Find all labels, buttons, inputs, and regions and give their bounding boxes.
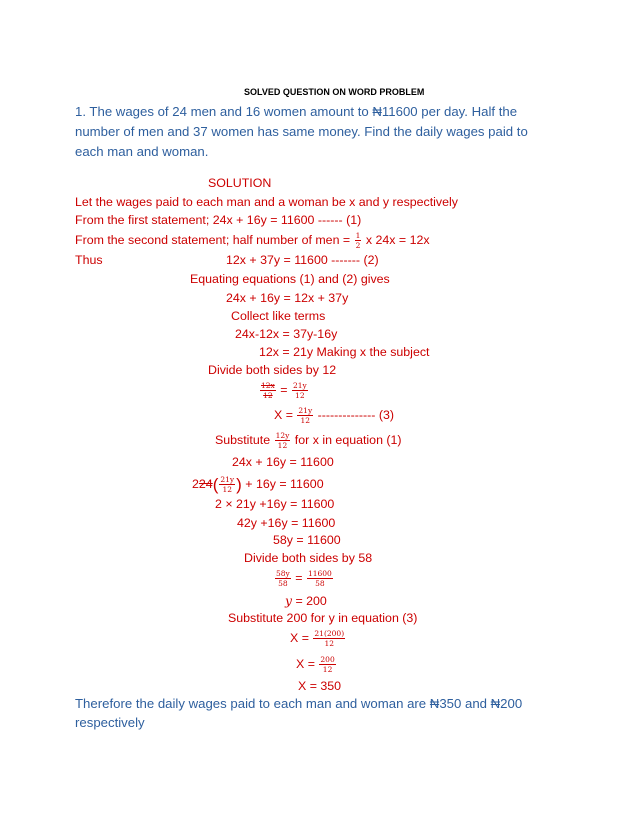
x-equals: X = — [290, 630, 309, 645]
step-12x-equals-21y: 12x = 21y Making x the subject — [259, 345, 430, 359]
fraction-denominator: 12 — [295, 391, 305, 400]
fraction-numerator: 200 — [320, 655, 335, 664]
open-paren: ( — [212, 475, 219, 494]
step-y-result — [285, 593, 327, 609]
variable-y: y — [285, 593, 292, 608]
step-divided-fractions — [259, 381, 309, 400]
fraction-12x-over-12 — [260, 381, 276, 400]
step-combined-equation: 24x + 16y = 12x + 37y — [226, 291, 349, 305]
fraction-half — [355, 231, 362, 250]
substituted-tail: + 16y = 11600 — [245, 476, 324, 491]
equals-sign: = — [295, 570, 303, 585]
conclusion-line-1: Therefore the daily wages paid to each man and woman are ₦350 and ₦200 — [75, 696, 523, 711]
step-equation-3 — [274, 406, 394, 425]
step-substitute-200: Substitute 200 for y in equation (3) — [228, 611, 418, 625]
fraction-denominator: 12 — [300, 416, 311, 425]
step-divide-by-12: Divide both sides by 12 — [208, 363, 337, 377]
step-grouped-terms: 24x-12x = 37y-16y — [235, 327, 338, 341]
fraction-denominator: 58 — [315, 579, 325, 588]
question-line-1: 1. The wages of 24 men and 16 women amount to ₦11600 per day. Half the — [75, 104, 518, 119]
fraction-11600-over-58 — [307, 569, 333, 588]
substitute-target: for x in equation (1) — [294, 432, 402, 447]
step-collect-like-terms: Collect like terms — [231, 309, 326, 323]
fraction-21y-over-12 — [219, 475, 235, 494]
question-line-2: number of men and 37 women has same money. Find the daily wages paid to — [75, 124, 528, 139]
step-thus-label: Thus — [75, 253, 103, 267]
step-divided-by-58 — [274, 569, 334, 588]
fraction-denominator: 2 — [355, 241, 361, 250]
cancelled-24: 24 — [198, 476, 213, 491]
step-substituted — [192, 475, 324, 494]
step-equating: Equating equations (1) and (2) gives — [190, 272, 390, 286]
solution-heading: SOLUTION — [208, 176, 272, 190]
fraction-numerator: 21(200) — [314, 629, 345, 638]
fraction-denominator: 12 — [222, 485, 233, 494]
equation-3-label: -------------- (3) — [317, 407, 394, 422]
fraction-denominator: 12 — [324, 639, 335, 648]
substitute-label: Substitute — [215, 432, 271, 447]
fraction-21-200-over-12 — [313, 629, 345, 648]
fraction-numerator: 11600 — [307, 569, 332, 578]
step-second-statement — [75, 231, 430, 250]
fraction-denominator: 12 — [277, 441, 288, 450]
step-substitute-x — [215, 431, 402, 450]
step-x-result: X = 350 — [298, 679, 342, 693]
fraction-denominator: 12 — [263, 391, 273, 400]
fraction-200-over-12 — [319, 655, 335, 674]
step-divide-by-58: Divide both sides by 58 — [244, 551, 373, 565]
fraction-denominator: 58 — [278, 579, 288, 588]
fraction-numerator: 21y — [220, 475, 235, 484]
fraction-numerator: 12x — [261, 381, 275, 390]
fraction-numerator: 21y — [292, 381, 307, 390]
question-line-3: each man and woman. — [75, 144, 209, 159]
fraction-numerator: 12y — [275, 431, 290, 440]
fraction-21y-over-12 — [292, 381, 308, 400]
fraction-numerator: 1 — [355, 231, 361, 240]
equals-sign: = — [280, 382, 288, 397]
step-42y: 42y +16y = 11600 — [237, 516, 336, 530]
step-x-substituted — [290, 629, 346, 648]
conclusion-line-2: respectively — [75, 715, 145, 730]
document-title: SOLVED QUESTION ON WORD PROBLEM — [244, 87, 425, 97]
step-equation-2: 12x + 37y = 11600 ------- (2) — [226, 253, 379, 267]
x-equals: X = — [296, 656, 315, 671]
fraction-58y-over-58 — [275, 569, 291, 588]
step-58y: 58y = 11600 — [273, 533, 341, 547]
step-first-statement: From the first statement; 24x + 16y = 11600 ------ (1) — [75, 213, 362, 227]
second-statement-result: x 24x = 12x — [365, 232, 430, 247]
step-x-simplified — [296, 655, 337, 674]
fraction-numerator: 58y — [276, 569, 290, 578]
x-equals: X = — [274, 407, 293, 422]
close-paren: ) — [236, 475, 242, 494]
fraction-denominator: 12 — [322, 665, 333, 674]
step-equation-1-repeat: 24x + 16y = 11600 — [232, 455, 334, 469]
fraction-21y-over-12 — [297, 406, 313, 425]
y-value: = 200 — [295, 594, 327, 608]
fraction-numerator: 21y — [298, 406, 313, 415]
factor-2: 2 — [192, 476, 199, 491]
second-statement-text: From the second statement; half number of men = — [75, 232, 351, 247]
fraction-12y-over-12 — [275, 431, 291, 450]
step-let: Let the wages paid to each man and a woman be x and y respectively — [75, 195, 458, 209]
step-2x21y: 2 × 21y +16y = 11600 — [215, 497, 335, 511]
